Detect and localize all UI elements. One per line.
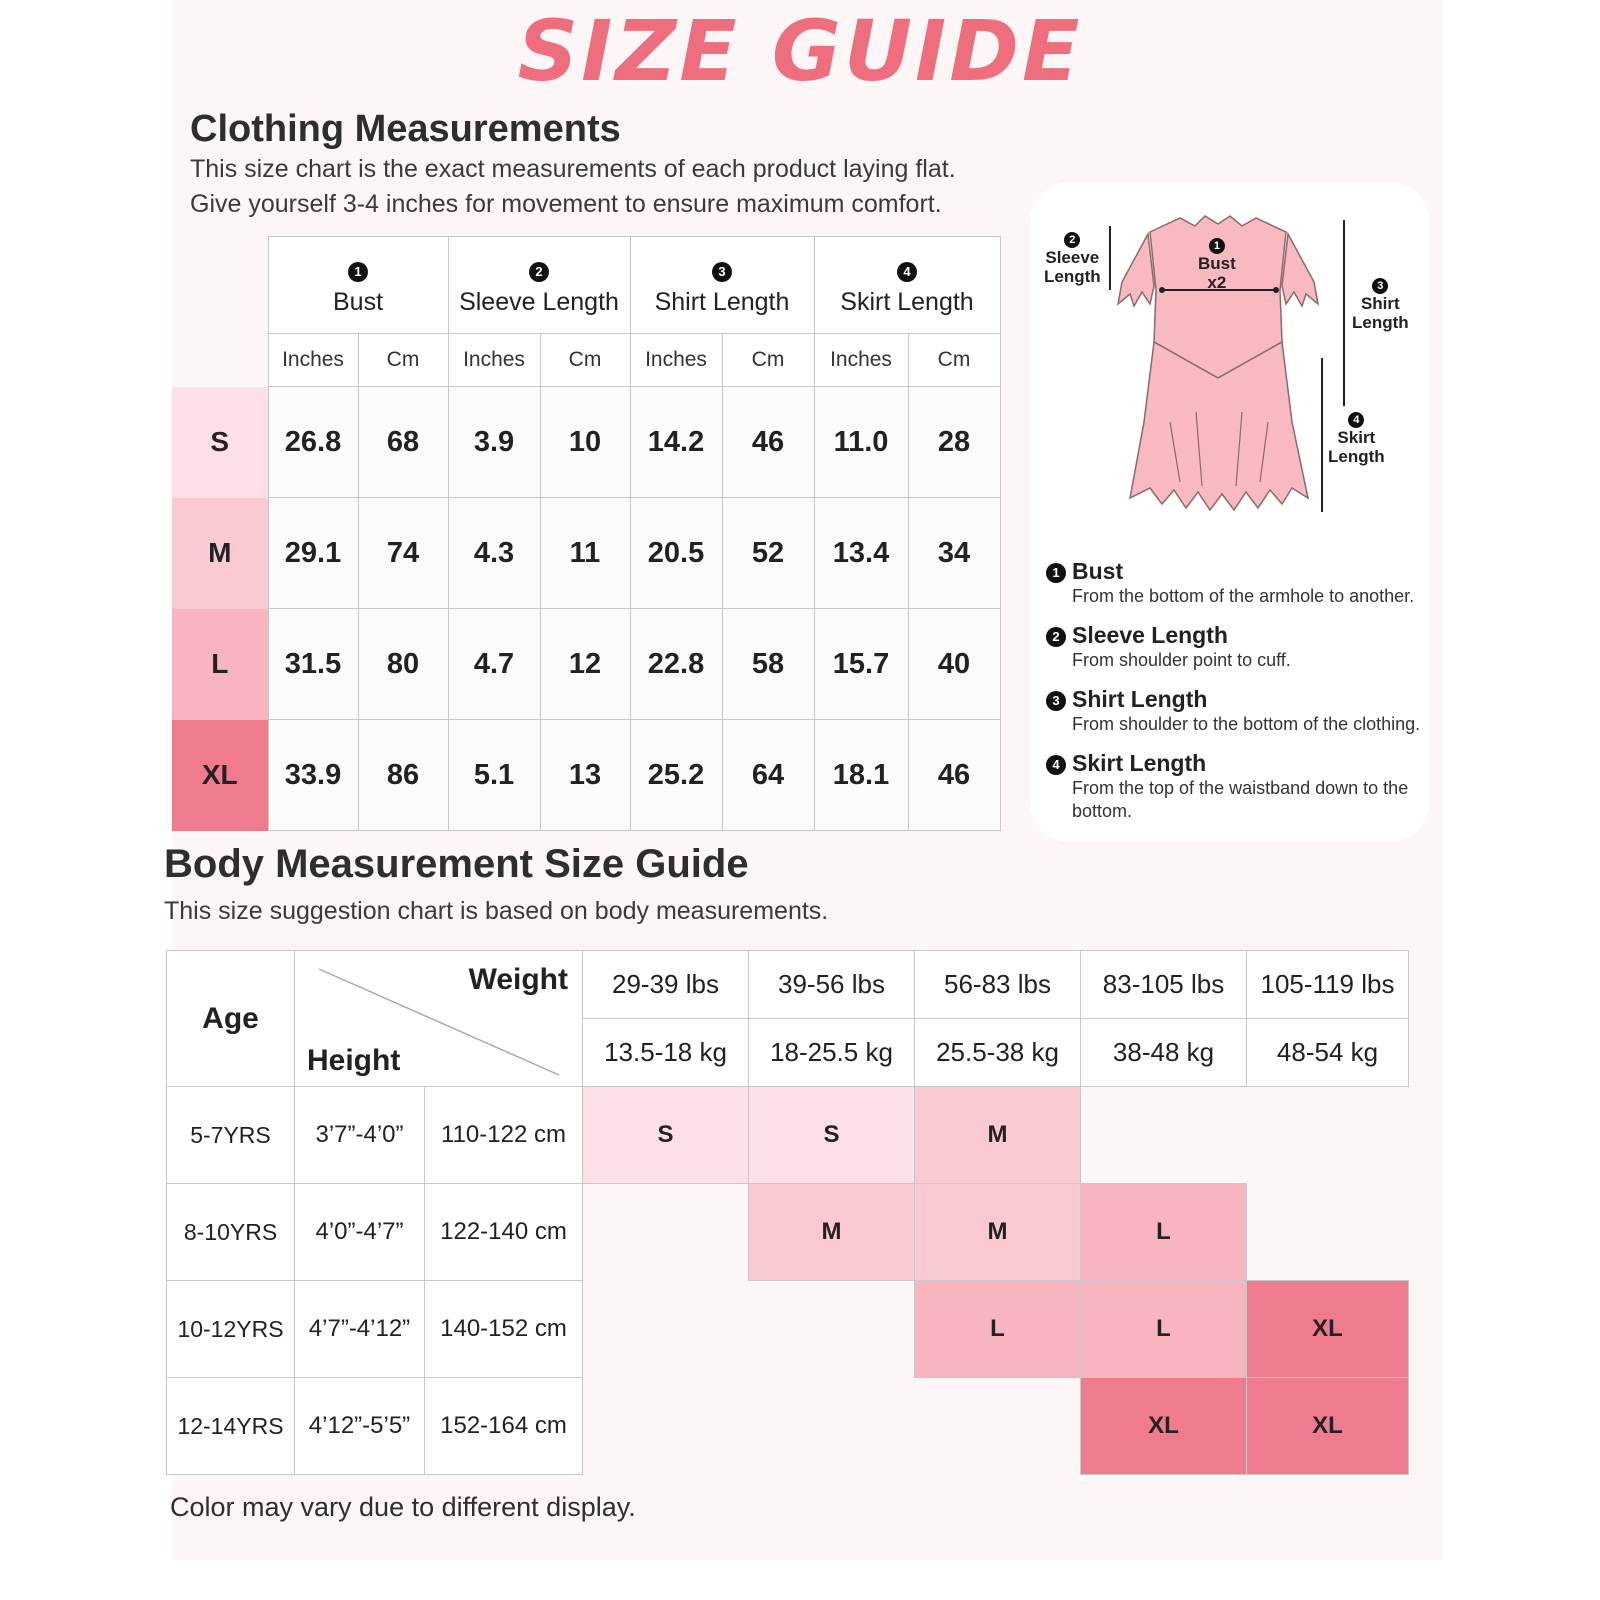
size-cell: XL (1247, 1281, 1409, 1378)
col-header-label: Sleeve Length (459, 287, 619, 316)
legend-desc: From shoulder point to cuff. (1072, 650, 1291, 670)
diagram-label-text: Sleeve (1045, 248, 1100, 267)
col-header-skirt (814, 237, 1000, 334)
col-header-label: Bust (332, 287, 384, 316)
empty-cell (749, 1281, 915, 1378)
height-cm-cell: 152-164 cm (425, 1378, 583, 1475)
page-title: SIZE GUIDE (517, 2, 1083, 100)
table-row (167, 1087, 1409, 1184)
weight-kg: 18-25.5 kg (749, 1019, 915, 1087)
size-label: M (172, 498, 268, 609)
unit-label: Cm (722, 334, 814, 387)
empty-cell (915, 1378, 1081, 1475)
age-cell: 8-10YRS (167, 1184, 295, 1281)
unit-label: Cm (540, 334, 630, 387)
table-cell: 5.1 (448, 720, 540, 831)
size-cell: S (749, 1087, 915, 1184)
table-row (172, 720, 1000, 831)
measurement-diagram-card (1030, 182, 1430, 842)
size-cell: M (749, 1184, 915, 1281)
weight-lbs: 29-39 lbs (583, 951, 749, 1019)
age-cell: 10-12YRS (167, 1281, 295, 1378)
diagram-label-skirt (1328, 408, 1385, 466)
number-badge-icon: 4 (897, 262, 917, 282)
size-label: L (172, 609, 268, 720)
empty-cell (1081, 1087, 1247, 1184)
weight-kg: 25.5-38 kg (915, 1019, 1081, 1087)
height-in-cell: 4’7”-4’12” (295, 1281, 425, 1378)
size-cell: L (1081, 1184, 1247, 1281)
number-badge-icon: 1 (348, 262, 368, 282)
table-cell: 46 (722, 387, 814, 498)
col-header-label: Skirt Length (840, 287, 974, 316)
clothing-desc-line1: This size chart is the exact measurements of each product laying flat. (190, 155, 956, 183)
size-cell: S (583, 1087, 749, 1184)
bust-point-right (1273, 287, 1279, 293)
table-cell: 34 (908, 498, 1000, 609)
table-cell: 15.7 (814, 609, 908, 720)
unit-label: Cm (908, 334, 1000, 387)
number-badge-icon: 1 (1046, 563, 1066, 583)
legend-desc: From shoulder to the bottom of the clothing. (1072, 714, 1421, 734)
weight-kg: 38-48 kg (1081, 1019, 1247, 1087)
legend-title: Shirt Length (1072, 686, 1208, 712)
weight-lbs: 105-119 lbs (1247, 951, 1409, 1019)
bust-point-left (1159, 287, 1165, 293)
table-row (167, 1378, 1409, 1475)
table-row (167, 1281, 1409, 1378)
number-badge-icon: 2 (1064, 232, 1080, 248)
number-badge-icon: 1 (1209, 238, 1225, 254)
table-cell: 86 (358, 720, 448, 831)
table-cell: 40 (908, 609, 1000, 720)
table-cell: 4.3 (448, 498, 540, 609)
number-badge-icon: 4 (1348, 412, 1364, 428)
legend-title: Skirt Length (1072, 750, 1207, 776)
table-cell: 68 (358, 387, 448, 498)
size-cell: L (915, 1281, 1081, 1378)
left-sleeve-shape (1118, 234, 1154, 306)
clothing-desc-line2: Give yourself 3-4 inches for movement to ensure maximum comfort. (190, 190, 942, 218)
col-header-label: Shirt Length (654, 287, 790, 316)
weight-lbs: 56-83 lbs (915, 951, 1081, 1019)
col-header-shirt (630, 237, 814, 334)
height-header: Height (307, 1044, 401, 1077)
weight-kg: 48-54 kg (1247, 1019, 1409, 1087)
legend-item-sleeve (1046, 622, 1426, 672)
height-cm-cell: 110-122 cm (425, 1087, 583, 1184)
height-weight-header (295, 951, 583, 1087)
size-cell: M (915, 1184, 1081, 1281)
diagram-label-text: Length (1352, 313, 1409, 332)
number-badge-icon: 4 (1046, 755, 1066, 775)
size-label: XL (172, 720, 268, 831)
footer-note: Color may vary due to different display. (170, 1492, 636, 1522)
table-cell: 58 (722, 609, 814, 720)
age-header: Age (167, 951, 295, 1087)
table-cell: 10 (540, 387, 630, 498)
empty-cell (583, 1378, 749, 1475)
diagram-label-text: Length (1328, 447, 1385, 466)
unit-label: Inches (448, 334, 540, 387)
number-badge-icon: 3 (712, 262, 732, 282)
number-badge-icon: 3 (1046, 691, 1066, 711)
diagram-label-sleeve (1044, 228, 1101, 286)
table-cell: 11.0 (814, 387, 908, 498)
legend-title: Bust (1072, 558, 1124, 584)
table-cell: 25.2 (630, 720, 722, 831)
number-badge-icon: 2 (1046, 627, 1066, 647)
table-row (167, 1184, 1409, 1281)
weight-lbs: 83-105 lbs (1081, 951, 1247, 1019)
height-cm-cell: 140-152 cm (425, 1281, 583, 1378)
table-cell: 4.7 (448, 609, 540, 720)
table-cell: 64 (722, 720, 814, 831)
table-cell: 11 (540, 498, 630, 609)
table-cell: 80 (358, 609, 448, 720)
table-cell: 33.9 (268, 720, 358, 831)
empty-cell (583, 1281, 749, 1378)
legend-title: Sleeve Length (1072, 622, 1228, 648)
empty-cell (1247, 1087, 1409, 1184)
body-description: This size suggestion chart is based on body measurements. (164, 897, 829, 925)
number-badge-icon: 3 (1372, 278, 1388, 294)
table-cell: 26.8 (268, 387, 358, 498)
table-cell: 46 (908, 720, 1000, 831)
table-row (172, 498, 1000, 609)
number-badge-icon: 2 (529, 262, 549, 282)
col-header-sleeve (448, 237, 630, 334)
legend-desc: From the top of the waistband down to the bottom. (1072, 778, 1409, 821)
age-cell: 12-14YRS (167, 1378, 295, 1475)
body-heading: Body Measurement Size Guide (164, 842, 749, 886)
height-in-cell: 3’7”-4’0” (295, 1087, 425, 1184)
legend-desc: From the bottom of the armhole to another. (1072, 586, 1415, 606)
size-cell: L (1081, 1281, 1247, 1378)
table-cell: 18.1 (814, 720, 908, 831)
diagram-label-text: Bust (1198, 254, 1236, 273)
col-header-bust (268, 237, 448, 334)
table-corner (172, 334, 268, 387)
table-row (172, 609, 1000, 720)
table-cell: 13 (540, 720, 630, 831)
size-cell: XL (1247, 1378, 1409, 1475)
table-cell: 20.5 (630, 498, 722, 609)
unit-label: Inches (268, 334, 358, 387)
table-cell: 29.1 (268, 498, 358, 609)
height-cm-cell: 122-140 cm (425, 1184, 583, 1281)
weight-lbs: 39-56 lbs (749, 951, 915, 1019)
diagram-label-shirt (1352, 274, 1409, 332)
height-in-cell: 4’12”-5’5” (295, 1378, 425, 1475)
table-cell: 28 (908, 387, 1000, 498)
legend-item-shirt (1046, 686, 1426, 736)
table-cell: 31.5 (268, 609, 358, 720)
table-cell: 12 (540, 609, 630, 720)
diagram-label-text: Length (1044, 267, 1101, 286)
diagram-label-text: x2 (1207, 273, 1227, 292)
legend-item-skirt (1046, 750, 1426, 823)
weight-header: Weight (468, 963, 568, 996)
table-cell: 13.4 (814, 498, 908, 609)
clothing-description (190, 152, 956, 222)
unit-label: Inches (814, 334, 908, 387)
table-cell: 74 (358, 498, 448, 609)
right-sleeve-shape (1282, 234, 1318, 306)
weight-kg: 13.5-18 kg (583, 1019, 749, 1087)
legend-item-bust (1046, 558, 1426, 608)
clothing-table (172, 236, 1001, 831)
table-row (172, 387, 1000, 498)
table-cell: 22.8 (630, 609, 722, 720)
diagram-label-text: Skirt (1337, 428, 1376, 447)
empty-cell (749, 1378, 915, 1475)
empty-cell (583, 1184, 749, 1281)
size-cell: M (915, 1087, 1081, 1184)
table-cell: 52 (722, 498, 814, 609)
diagram-label-text: Shirt (1360, 294, 1400, 313)
clothing-heading: Clothing Measurements (190, 108, 621, 150)
table-cell: 3.9 (448, 387, 540, 498)
unit-label: Inches (630, 334, 722, 387)
size-cell: XL (1081, 1378, 1247, 1475)
table-corner (172, 237, 268, 334)
age-cell: 5-7YRS (167, 1087, 295, 1184)
height-in-cell: 4’0”-4’7” (295, 1184, 425, 1281)
body-size-table (166, 950, 1409, 1475)
unit-label: Cm (358, 334, 448, 387)
empty-cell (1247, 1184, 1409, 1281)
table-cell: 14.2 (630, 387, 722, 498)
size-label: S (172, 387, 268, 498)
diagram-label-bust (1198, 234, 1236, 292)
